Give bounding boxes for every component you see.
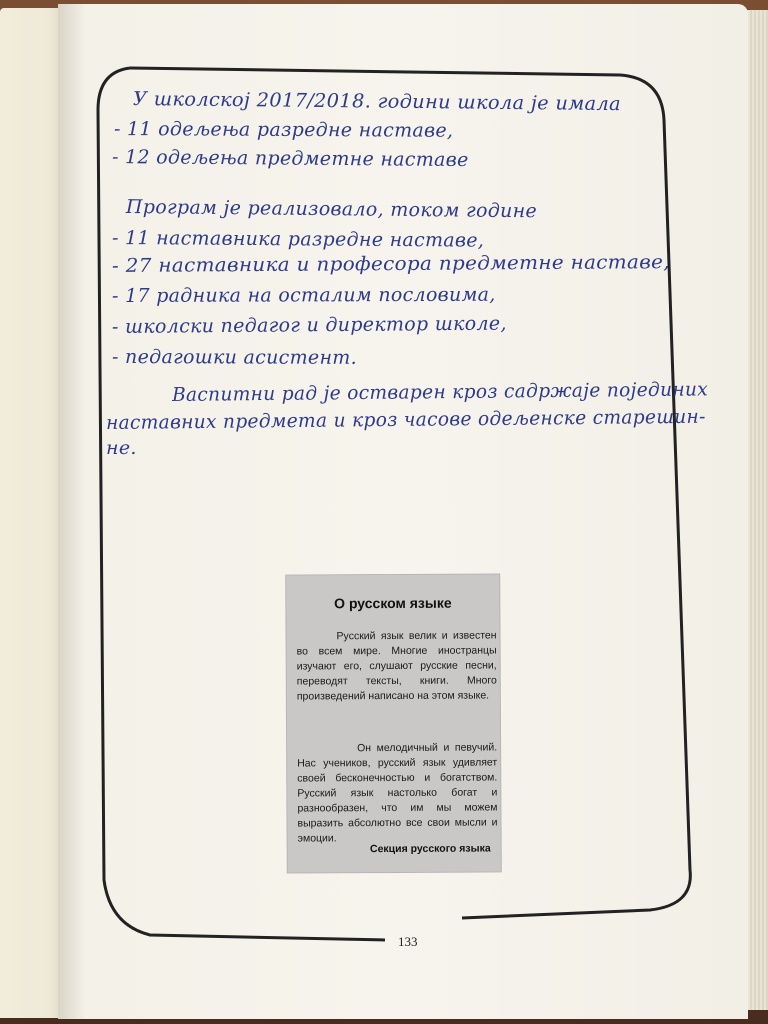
hw-line-8: - школски педагог и директор школе, (111, 312, 507, 338)
hw-line-9: - педагошки асистент. (111, 346, 357, 369)
hw-line-6: - 27 наставника и професора предметне наставе, (111, 251, 670, 277)
hw-line-4: Програм је реализовало, током године (125, 196, 538, 223)
clipping-paragraph-1: Русский язык велик и известен во всем мире. Многие иностранцы изучают его, слушают русские песни, переводят тексты, книги. Много произведений написано на этом языке. (296, 629, 497, 703)
hw-line-2: - 11 одељења разредне наставе, (113, 118, 454, 142)
newspaper-clipping (286, 574, 501, 872)
clipping-signature: Секция русского языка (369, 842, 491, 856)
hw-line-5: - 11 наставника разредне наставе, (111, 227, 485, 252)
page-number: 133 (398, 934, 418, 949)
hw-line-1: У школској 2017/2018. години школа је имала (132, 88, 622, 116)
hw-line-10: Васпитни рад је остварен кроз садржаје појединих (171, 378, 709, 406)
hw-line-12: не. (106, 437, 137, 459)
hw-line-7: - 17 радника на осталим пословима, (111, 283, 496, 307)
hw-line-3: - 12 одељења предметне наставе (111, 146, 469, 172)
clipping-title: О русском языке (334, 594, 452, 612)
hw-line-11: наставних предмета и кроз часове одељенске старешин- (105, 405, 706, 434)
clipping-paragraph-2: Он мелодичный и певучий. Нас учеников, русский язык удивляет своей бесконечностью и богатством. Русский язык настолько богат и разнообразен, что им мы можем выразить абсолютно все свои мысли и эмоции. (297, 741, 498, 845)
